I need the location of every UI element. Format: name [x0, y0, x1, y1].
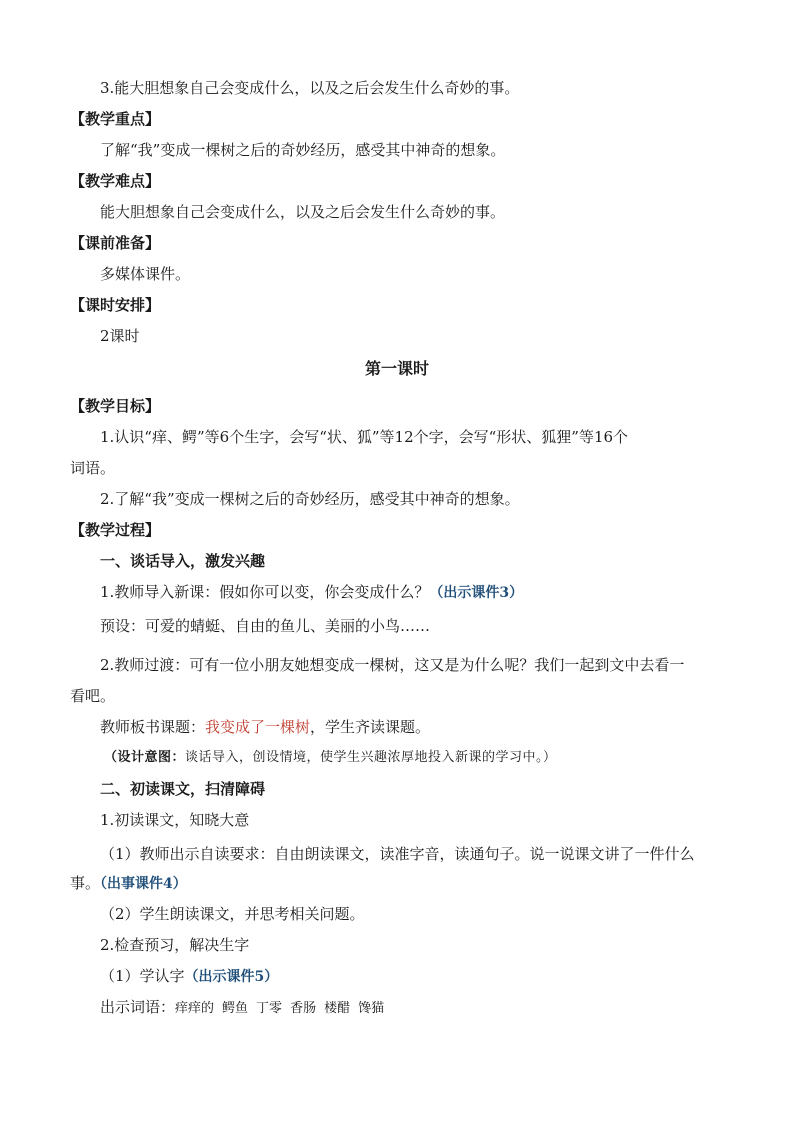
board-suffix: ，学生齐读课题。	[310, 718, 431, 736]
schedule-heading: 【课时安排】	[70, 296, 161, 314]
word-item: 香肠	[290, 1001, 317, 1016]
section-1-board	[100, 717, 430, 737]
section-2-item-1: 1.初读课文，知晓大意	[100, 811, 250, 829]
goal-1-line-2: 词语。	[70, 459, 116, 477]
design-intent	[104, 748, 557, 768]
section-1-item-2-line-2: 看吧。	[70, 687, 116, 705]
word-list-label: 出示词语：	[100, 998, 176, 1016]
design-intent-label: （设计意图：	[104, 750, 186, 765]
section-2-item-2a	[100, 966, 278, 987]
word-item: 痒痒的	[175, 1001, 215, 1016]
courseware-ref-3: （出示课件3）	[429, 585, 524, 601]
design-intent-text: 谈话导入，创设情境，使学生兴趣浓厚地投入新课的学习中。）	[185, 750, 557, 765]
section-2-item-2a-text: （1）学认字	[100, 967, 185, 985]
section-1-item-2-line-1: 2.教师过渡：可有一位小朋友她想变成一棵树，这又是为什么呢？我们一起到文中去看一	[100, 656, 685, 674]
courseware-ref-4: （出事课件4）	[100, 876, 187, 892]
section-1-preset: 预设：可爱的蜻蜓、自由的鱼儿、美丽的小鸟……	[100, 617, 431, 635]
section-2-item-1a-line-2-text: 事。	[70, 874, 101, 892]
schedule-text: 2课时	[100, 327, 140, 345]
word-item: 丁零	[256, 1001, 283, 1016]
section-2-item-1a-line-1: （1）教师出示自读要求：自由朗读课文，读准字音，读通句子。说一说课文讲了一件什么	[100, 845, 695, 863]
prep-text: 多媒体课件。	[100, 265, 191, 283]
section-2-item-1a-line-2	[70, 873, 187, 894]
goal-3: 3.能大胆想象自己会变成什么，以及之后会发生什么奇妙的事。	[100, 79, 520, 97]
lesson-title: 第一课时	[364, 359, 429, 378]
key-point-text: 了解“我”变成一棵树之后的奇妙经历，感受其中神奇的想象。	[100, 141, 506, 159]
word-item: 馋猫	[358, 1001, 385, 1016]
board-prefix: 教师板书课题：	[100, 718, 206, 736]
difficulty-text: 能大胆想象自己会变成什么，以及之后会发生什么奇妙的事。	[100, 203, 506, 221]
courseware-ref-5: （出示课件5）	[184, 969, 279, 985]
section-2-item-1b: （2）学生朗读课文，并思考相关问题。	[100, 905, 365, 923]
goals-heading: 【教学目标】	[70, 397, 161, 415]
goal-1-line-1: 1.认识“痒、鳄”等6个生字，会写“状、狐”等12个字，会写“形状、狐狸”等16个	[100, 428, 629, 446]
section-2-item-2: 2.检查预习，解决生字	[100, 936, 250, 954]
section-1-item-1-text: 1.教师导入新课：假如你可以变，你会变成什么？	[100, 583, 430, 601]
word-list	[100, 997, 392, 1019]
section-1-item-1	[100, 582, 523, 603]
prep-heading: 【课前准备】	[70, 234, 161, 252]
key-point-heading: 【教学重点】	[70, 110, 161, 128]
word-item: 鳄鱼	[222, 1001, 249, 1016]
goal-2: 2.了解“我”变成一棵树之后的奇妙经历，感受其中神奇的想象。	[100, 490, 520, 508]
word-item: 楼醋	[324, 1001, 351, 1016]
difficulty-heading: 【教学难点】	[70, 172, 161, 190]
process-heading: 【教学过程】	[70, 521, 161, 539]
board-title: 我变成了一棵树	[205, 718, 311, 736]
section-1-title: 一、谈话导入，激发兴趣	[100, 552, 266, 570]
section-2-title: 二、初读课文，扫清障碍	[100, 780, 266, 798]
